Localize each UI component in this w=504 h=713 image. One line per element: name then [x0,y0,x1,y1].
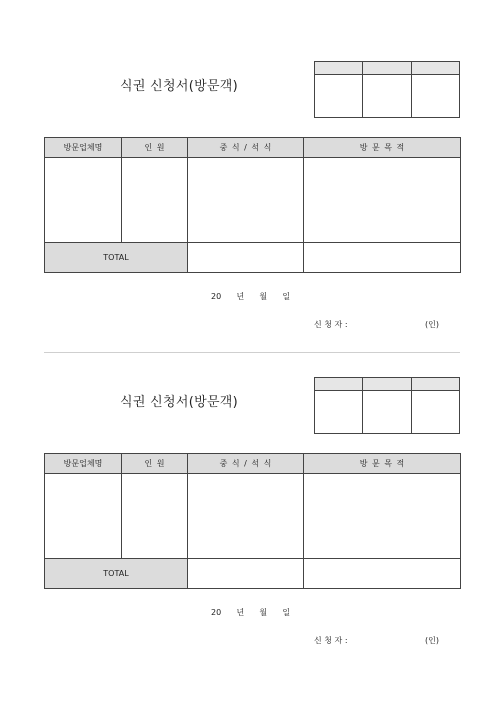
purpose-cell[interactable] [304,474,461,559]
header-company: 방문업체명 [45,454,122,474]
header-company: 방문업체명 [45,138,122,158]
header-headcount: 인 원 [122,138,188,158]
approval-sign-cell[interactable] [363,75,411,118]
approval-sign-cell[interactable] [363,391,411,434]
total-purpose-cell[interactable] [304,243,461,273]
total-meal-cell[interactable] [188,243,304,273]
total-meal-cell[interactable] [188,559,304,589]
approval-header-cell [315,378,363,391]
header-meal: 중 식 / 석 식 [188,138,304,158]
date-line: 20 년 월 일 [211,608,291,617]
header-meal: 중 식 / 석 식 [188,454,304,474]
company-cell[interactable] [45,474,122,559]
approval-sign-cell[interactable] [315,391,363,434]
headcount-cell[interactable] [122,474,188,559]
header-purpose: 방 문 목 적 [304,138,461,158]
total-label: TOTAL [45,559,188,589]
meal-ticket-form-2 [0,377,504,697]
purpose-cell[interactable] [304,158,461,243]
total-purpose-cell[interactable] [304,559,461,589]
visitor-table [44,137,461,273]
approval-box [314,377,460,434]
date-line: 20 년 월 일 [211,292,291,301]
form-title: 식권 신청서(방문객) [120,79,239,94]
header-headcount: 인 원 [122,454,188,474]
approval-sign-cell[interactable] [411,75,459,118]
approval-header-cell [411,378,459,391]
approval-sign-cell[interactable] [411,391,459,434]
approval-header-cell [363,62,411,75]
visitor-table [44,453,461,589]
total-label: TOTAL [45,243,188,273]
form-title: 식권 신청서(방문객) [120,395,239,410]
approval-sign-cell[interactable] [315,75,363,118]
seal-mark: (인) [425,320,439,329]
applicant-label: 신 청 자 : [314,636,348,645]
meal-cell[interactable] [188,158,304,243]
divider [44,352,460,353]
company-cell[interactable] [45,158,122,243]
headcount-cell[interactable] [122,158,188,243]
applicant-label: 신 청 자 : [314,320,348,329]
approval-header-cell [411,62,459,75]
approval-header-cell [363,378,411,391]
seal-mark: (인) [425,636,439,645]
approval-header-cell [315,62,363,75]
approval-box [314,61,460,118]
header-purpose: 방 문 목 적 [304,454,461,474]
meal-ticket-form-1 [0,61,504,381]
meal-cell[interactable] [188,474,304,559]
